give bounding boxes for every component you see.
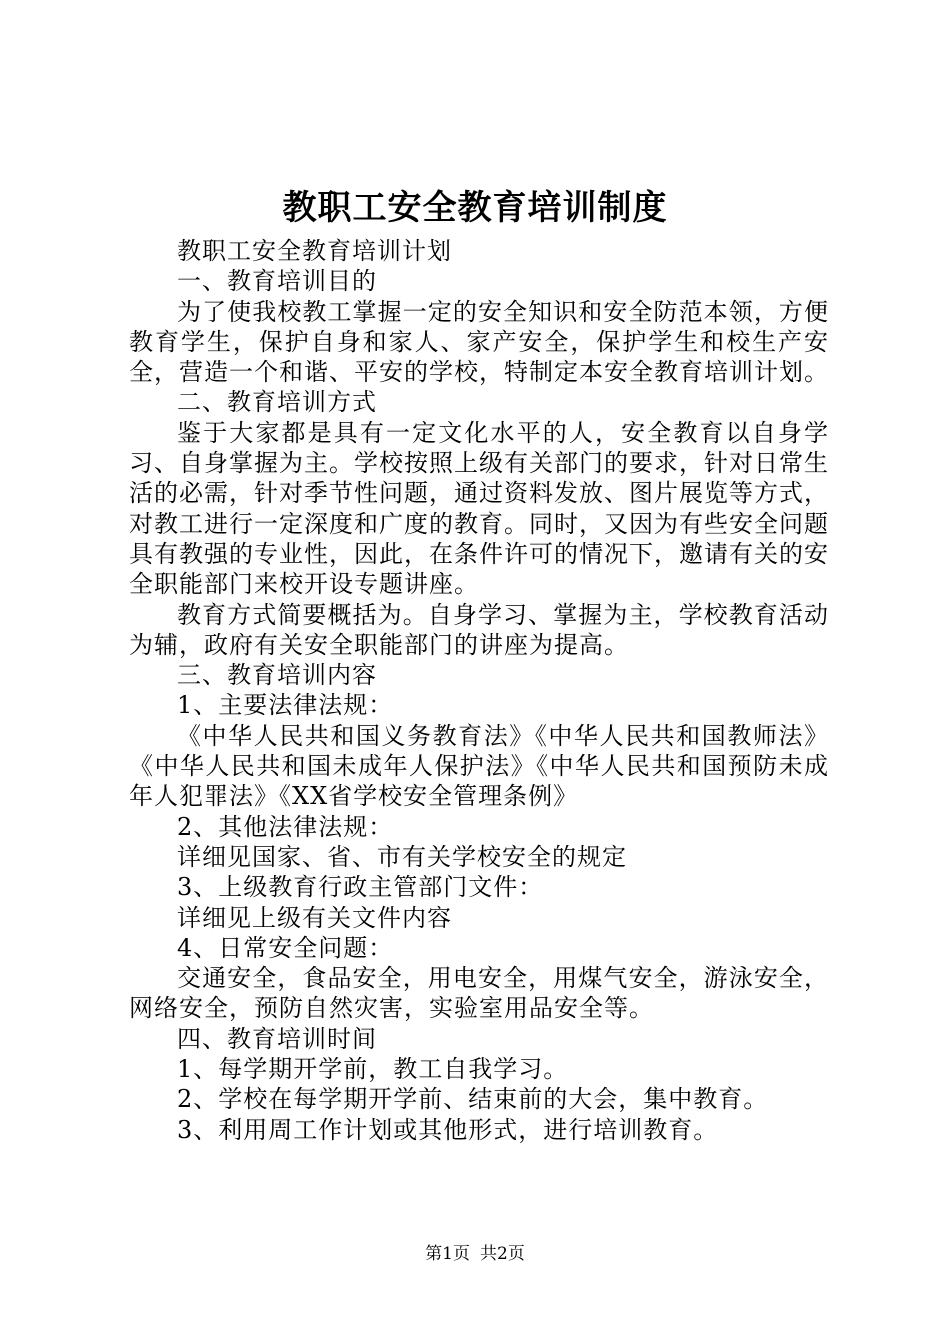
page-total: 共2页 [480, 1244, 525, 1264]
list-item: 2、学校在每学期开学前、结束前的大会，集中教育。 [177, 1085, 769, 1114]
page-number: 第1页 [425, 1244, 470, 1264]
paragraph: 为了使我校教工掌握一定的安全知识和安全防范本领，方便教育学生，保护自身和家人、家产安全，保护学生和校生产安全，营造一个和谐、平安的学校，特制定本安全教育培训计划。 [129, 297, 829, 387]
list-item: 4、日常安全问题： [177, 933, 394, 962]
section-heading: 二、教育培训方式 [177, 388, 377, 417]
paragraph: 教职工安全教育培训计划 [177, 237, 452, 265]
paragraph: 《中华人民共和国义务教育法》《中华人民共和国教师法》《中华人民共和国未成年人保护法》《中华人民共和国预防未成年人犯罪法》《XX省学校安全管理条例》 [129, 721, 829, 811]
paragraph: 教育方式简要概括为。自身学习、掌握为主，学校教育活动为辅，政府有关安全职能部门的讲座为提高。 [129, 600, 829, 659]
list-item: 2、其他法律法规： [177, 812, 394, 841]
section-heading: 一、教育培训目的 [177, 267, 377, 296]
paragraph: 详细见上级有关文件内容 [177, 903, 452, 932]
paragraph: 详细见国家、省、市有关学校安全的规定 [177, 842, 627, 871]
document-body [129, 236, 829, 1145]
list-item: 3、上级教育行政主管部门文件： [177, 873, 544, 902]
section-heading: 三、教育培训内容 [177, 661, 377, 690]
document-title: 教职工安全教育培训制度 [282, 188, 668, 228]
paragraph: 鉴于大家都是具有一定文化水平的人，安全教育以自身学习、自身掌握为主。学校按照上级有关部门的要求，针对日常生活的必需，针对季节性问题，通过资料发放、图片展览等方式，对教工进行一定深度和广度的教育。同时，又因为有些安全问题具有教强的专业性，因此，在条件许可的情况下，邀请有关的安全职能部门来校开设专题讲座。 [129, 418, 829, 599]
list-item: 1、主要法律法规： [177, 691, 394, 720]
page-footer [0, 1243, 950, 1265]
list-item: 3、利用周工作计划或其他形式，进行培训教育。 [177, 1115, 719, 1144]
list-item: 1、每学期开学前，教工自我学习。 [177, 1055, 569, 1084]
section-heading: 四、教育培训时间 [177, 1024, 377, 1053]
paragraph: 交通安全，食品安全，用电安全，用煤气安全，游泳安全，网络安全，预防自然灾害，实验室用品安全等。 [129, 964, 829, 1023]
